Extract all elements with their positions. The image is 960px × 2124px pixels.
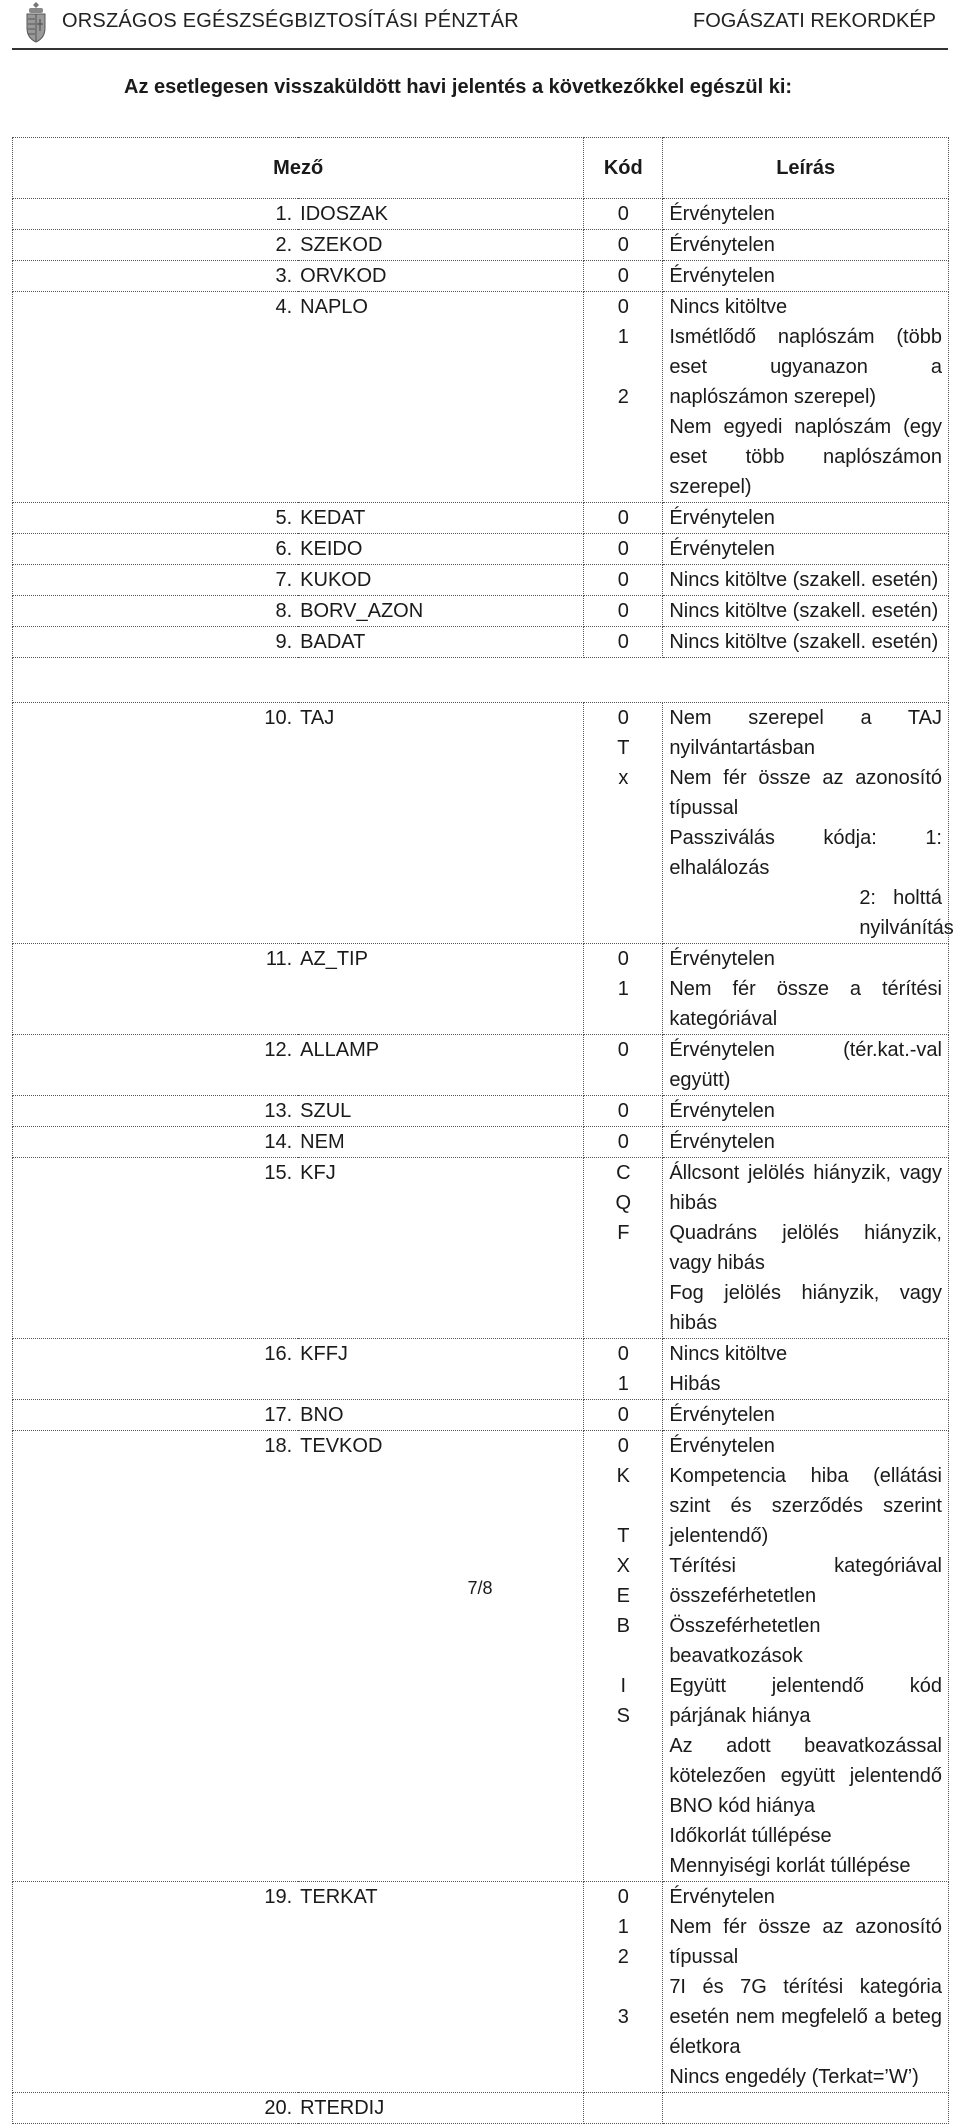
table-row: [13, 1431, 949, 1882]
error-code: 0: [617, 234, 629, 256]
description-cell: [663, 534, 949, 565]
error-description: Érvénytelen: [669, 948, 775, 970]
spacer-cell: [13, 658, 949, 703]
field-number: 11.: [13, 944, 299, 1035]
error-code: 0: [617, 1100, 629, 1122]
description-cell: [663, 199, 949, 230]
error-description: Időkorlát túllépése: [669, 1825, 832, 1847]
header-divider: [12, 48, 948, 50]
code-cell: [584, 292, 663, 503]
field-name: NEM: [298, 1127, 584, 1158]
error-code: 2: [617, 1946, 629, 1968]
field-name: KFFJ: [298, 1339, 584, 1400]
code-cell: [584, 944, 663, 1035]
error-description: Érvénytelen: [669, 203, 775, 225]
field-number: 6.: [13, 534, 299, 565]
error-description: Állcsont jelölés hiányzik, vagy hibás: [669, 1162, 942, 1214]
code-cell: [584, 1339, 663, 1400]
code-cell: [584, 627, 663, 658]
table-row: [13, 1882, 949, 2093]
field-name: KFJ: [298, 1158, 584, 1339]
code-cell: [584, 1096, 663, 1127]
field-number: 13.: [13, 1096, 299, 1127]
code-cell: [584, 703, 663, 944]
error-code: 0: [617, 203, 629, 225]
table-header-row: [13, 138, 949, 199]
error-code: x: [618, 767, 629, 789]
field-name: BADAT: [298, 627, 584, 658]
error-code: 0: [617, 1343, 629, 1365]
field-number: 18.: [13, 1431, 299, 1882]
code-cell: [584, 596, 663, 627]
error-code: 0: [617, 600, 629, 622]
error-description: Érvénytelen: [669, 538, 775, 560]
field-name: SZUL: [298, 1096, 584, 1127]
error-description: Érvénytelen: [669, 265, 775, 287]
code-cell: [584, 2093, 663, 2124]
code-header: Kód: [584, 138, 663, 199]
field-name: TERKAT: [298, 1882, 584, 2093]
code-cell: [584, 1127, 663, 1158]
error-code: K: [616, 1465, 630, 1487]
field-number: 7.: [13, 565, 299, 596]
field-name: AZ_TIP: [298, 944, 584, 1035]
description-cell: [663, 261, 949, 292]
description-cell: [663, 565, 949, 596]
description-cell: [663, 1339, 949, 1400]
error-description: Érvénytelen: [669, 1100, 775, 1122]
table-row: [13, 1096, 949, 1127]
description-cell: [663, 503, 949, 534]
error-description: Nem egyedi naplószám (egy eset több naplószámon szerepel): [669, 416, 942, 498]
error-code: 0: [617, 569, 629, 591]
error-description: Nem fér össze az azonosító típussal: [669, 1916, 942, 1968]
error-code: 1: [617, 326, 629, 348]
table-row: [13, 1158, 949, 1339]
table-row: [13, 565, 949, 596]
table-row: [13, 703, 949, 944]
error-code: T: [617, 1525, 630, 1547]
error-description: Érvénytelen: [669, 1886, 775, 1908]
error-code: 0: [617, 1039, 629, 1061]
error-code: 1: [617, 1373, 629, 1395]
error-code: S: [616, 1705, 630, 1727]
code-cell: [584, 261, 663, 292]
error-code: 0: [617, 948, 629, 970]
field-name: RTERDIJ: [298, 2093, 584, 2124]
code-cell: [584, 1035, 663, 1096]
field-name: SZEKOD: [298, 230, 584, 261]
description-cell: [663, 596, 949, 627]
description-cell: [663, 1035, 949, 1096]
error-code: B: [616, 1615, 630, 1637]
error-description: Érvénytelen: [669, 1131, 775, 1153]
table-row: [13, 1400, 949, 1431]
code-cell: [584, 1400, 663, 1431]
field-number: 2.: [13, 230, 299, 261]
spacer-row: [13, 658, 949, 703]
error-description: Érvénytelen: [669, 234, 775, 256]
error-description: Quadráns jelölés hiányzik, vagy hibás: [669, 1222, 942, 1274]
error-code: 0: [617, 265, 629, 287]
description-cell: [663, 703, 954, 944]
table-row: [13, 230, 949, 261]
error-code: 0: [617, 507, 629, 529]
field-number: 15.: [13, 1158, 299, 1339]
document-title: FOGÁSZATI REKORDKÉP: [693, 10, 936, 32]
field-number: 20.: [13, 2093, 299, 2124]
error-code: Q: [615, 1192, 632, 1214]
field-number: 8.: [13, 596, 299, 627]
field-name: KEDAT: [298, 503, 584, 534]
description-cell: [663, 1158, 949, 1339]
table-row: [13, 1339, 949, 1400]
table-row: [13, 1127, 949, 1158]
code-cell: [584, 1882, 663, 2093]
error-description: Összeférhetetlen beavatkozások: [669, 1615, 821, 1667]
field-number: 12.: [13, 1035, 299, 1096]
field-number: 1.: [13, 199, 299, 230]
table-row: [13, 596, 949, 627]
table-row: [13, 261, 949, 292]
error-code: 0: [617, 1404, 629, 1426]
description-cell: [663, 627, 949, 658]
table-row: [13, 2093, 949, 2124]
code-cell: [584, 199, 663, 230]
error-description: Az adott beavatkozással kötelezően együtt jelentendő BNO kód hiánya: [669, 1735, 942, 1817]
code-cell: [584, 1158, 663, 1339]
page-number: 7/8: [467, 1578, 493, 1598]
error-code: 0: [617, 707, 629, 729]
field-number: 10.: [13, 703, 299, 944]
error-code: 3: [617, 2006, 629, 2028]
error-code: 0: [617, 296, 629, 318]
table-row: [13, 1035, 949, 1096]
field-number: 5.: [13, 503, 299, 534]
field-name: KEIDO: [298, 534, 584, 565]
error-description: Nincs kitöltve (szakell. esetén): [669, 569, 939, 591]
error-description: Nincs kitöltve (szakell. esetén): [669, 631, 939, 653]
coat-of-arms-icon: [24, 1, 48, 45]
error-description: Nem fér össze a térítési kategóriával: [669, 978, 942, 1030]
field-number: 3.: [13, 261, 299, 292]
error-description: Ismétlődő naplószám (több eset ugyanazon a naplószámon szerepel): [669, 326, 942, 408]
table-row: [13, 627, 949, 658]
error-description: 7I és 7G térítési kategória esetén nem megfelelő a beteg életkora: [669, 1976, 942, 2058]
table-row: [13, 944, 949, 1035]
section-heading: Az esetlegesen visszaküldött havi jelentés a következőkkel egészül ki:: [124, 76, 793, 98]
error-description: Együtt jelentendő kód párjának hiánya: [669, 1675, 942, 1727]
error-description: Passziválás kódja: 1: elhalálozás: [669, 827, 942, 879]
field-header: Mező: [13, 138, 584, 199]
description-cell: [663, 1431, 949, 1882]
description-cell: [663, 230, 949, 261]
error-code: I: [620, 1675, 627, 1697]
field-number: 9.: [13, 627, 299, 658]
field-number: 17.: [13, 1400, 299, 1431]
organization-name: ORSZÁGOS EGÉSZSÉGBIZTOSÍTÁSI PÉNZTÁR: [62, 10, 519, 32]
table-row: [13, 199, 949, 230]
description-cell: [663, 1096, 949, 1127]
error-code: X: [616, 1555, 630, 1577]
description-cell: [663, 1127, 949, 1158]
error-description: Érvénytelen (tér.kat.-val együtt): [669, 1039, 942, 1091]
table-row: [13, 534, 949, 565]
error-description: Kompetencia hiba (ellátási szint és szerződés szerint jelentendő): [669, 1465, 942, 1547]
code-cell: [584, 534, 663, 565]
error-code: 1: [617, 978, 629, 1000]
field-name: BORV_AZON: [298, 596, 584, 627]
field-name: TEVKOD: [298, 1431, 584, 1882]
error-code: [584, 793, 662, 823]
error-description: Nincs engedély (Terkat=’W’): [669, 2066, 919, 2088]
field-number: 14.: [13, 1127, 299, 1158]
error-code: 0: [617, 538, 629, 560]
error-description: Nincs kitöltve (szakell. esetén): [669, 600, 939, 622]
table-row: [13, 292, 949, 503]
field-name: ALLAMP: [298, 1035, 584, 1096]
field-name: BNO: [298, 1400, 584, 1431]
error-description: Nincs kitöltve: [669, 296, 788, 318]
error-code: 2: [617, 386, 629, 408]
description-cell: [663, 1400, 949, 1431]
description-header: Leírás: [663, 138, 949, 199]
error-description: Érvénytelen: [669, 1435, 775, 1457]
description-cell: [663, 2093, 949, 2124]
field-number: 16.: [13, 1339, 299, 1400]
error-description: Nem szerepel a TAJ nyilvántartásban: [669, 707, 942, 759]
field-name: NAPLO: [298, 292, 584, 503]
error-description: Nincs kitöltve: [669, 1343, 788, 1365]
page-header: [0, 0, 960, 46]
field-name: TAJ: [298, 703, 584, 944]
error-code: T: [617, 737, 630, 759]
code-cell: [584, 503, 663, 534]
error-description: Fog jelölés hiányzik, vagy hibás: [669, 1282, 942, 1334]
table-body: [13, 199, 954, 2124]
description-cell: [663, 944, 949, 1035]
code-cell: [584, 230, 663, 261]
error-code: E: [616, 1585, 630, 1607]
error-description: Hibás: [669, 1373, 721, 1395]
field-number: 4.: [13, 292, 299, 503]
field-name: KUKOD: [298, 565, 584, 596]
error-code-table: [12, 137, 954, 2124]
error-description: Mennyiségi korlát túllépése: [669, 1855, 911, 1877]
error-description: 2: holttá nyilvánítás: [859, 887, 954, 939]
table-row: [13, 503, 949, 534]
error-code: F: [617, 1222, 630, 1244]
field-number: 19.: [13, 1882, 299, 2093]
code-cell: [584, 565, 663, 596]
description-cell: [663, 292, 949, 503]
error-code: 0: [617, 1886, 629, 1908]
field-name: IDOSZAK: [298, 199, 584, 230]
description-cell: [663, 1882, 949, 2093]
error-code: 0: [617, 1435, 629, 1457]
error-code: 0: [617, 631, 629, 653]
error-description: Érvénytelen: [669, 1404, 775, 1426]
error-code: 1: [617, 1916, 629, 1938]
error-description: Térítési kategóriával összeférhetetlen: [669, 1555, 942, 1607]
error-description: Nem fér össze az azonosító típussal: [669, 767, 942, 819]
error-code: 0: [617, 1131, 629, 1153]
error-code: C: [616, 1162, 631, 1184]
field-name: ORVKOD: [298, 261, 584, 292]
error-description: Érvénytelen: [669, 507, 775, 529]
code-cell: [584, 1431, 663, 1882]
